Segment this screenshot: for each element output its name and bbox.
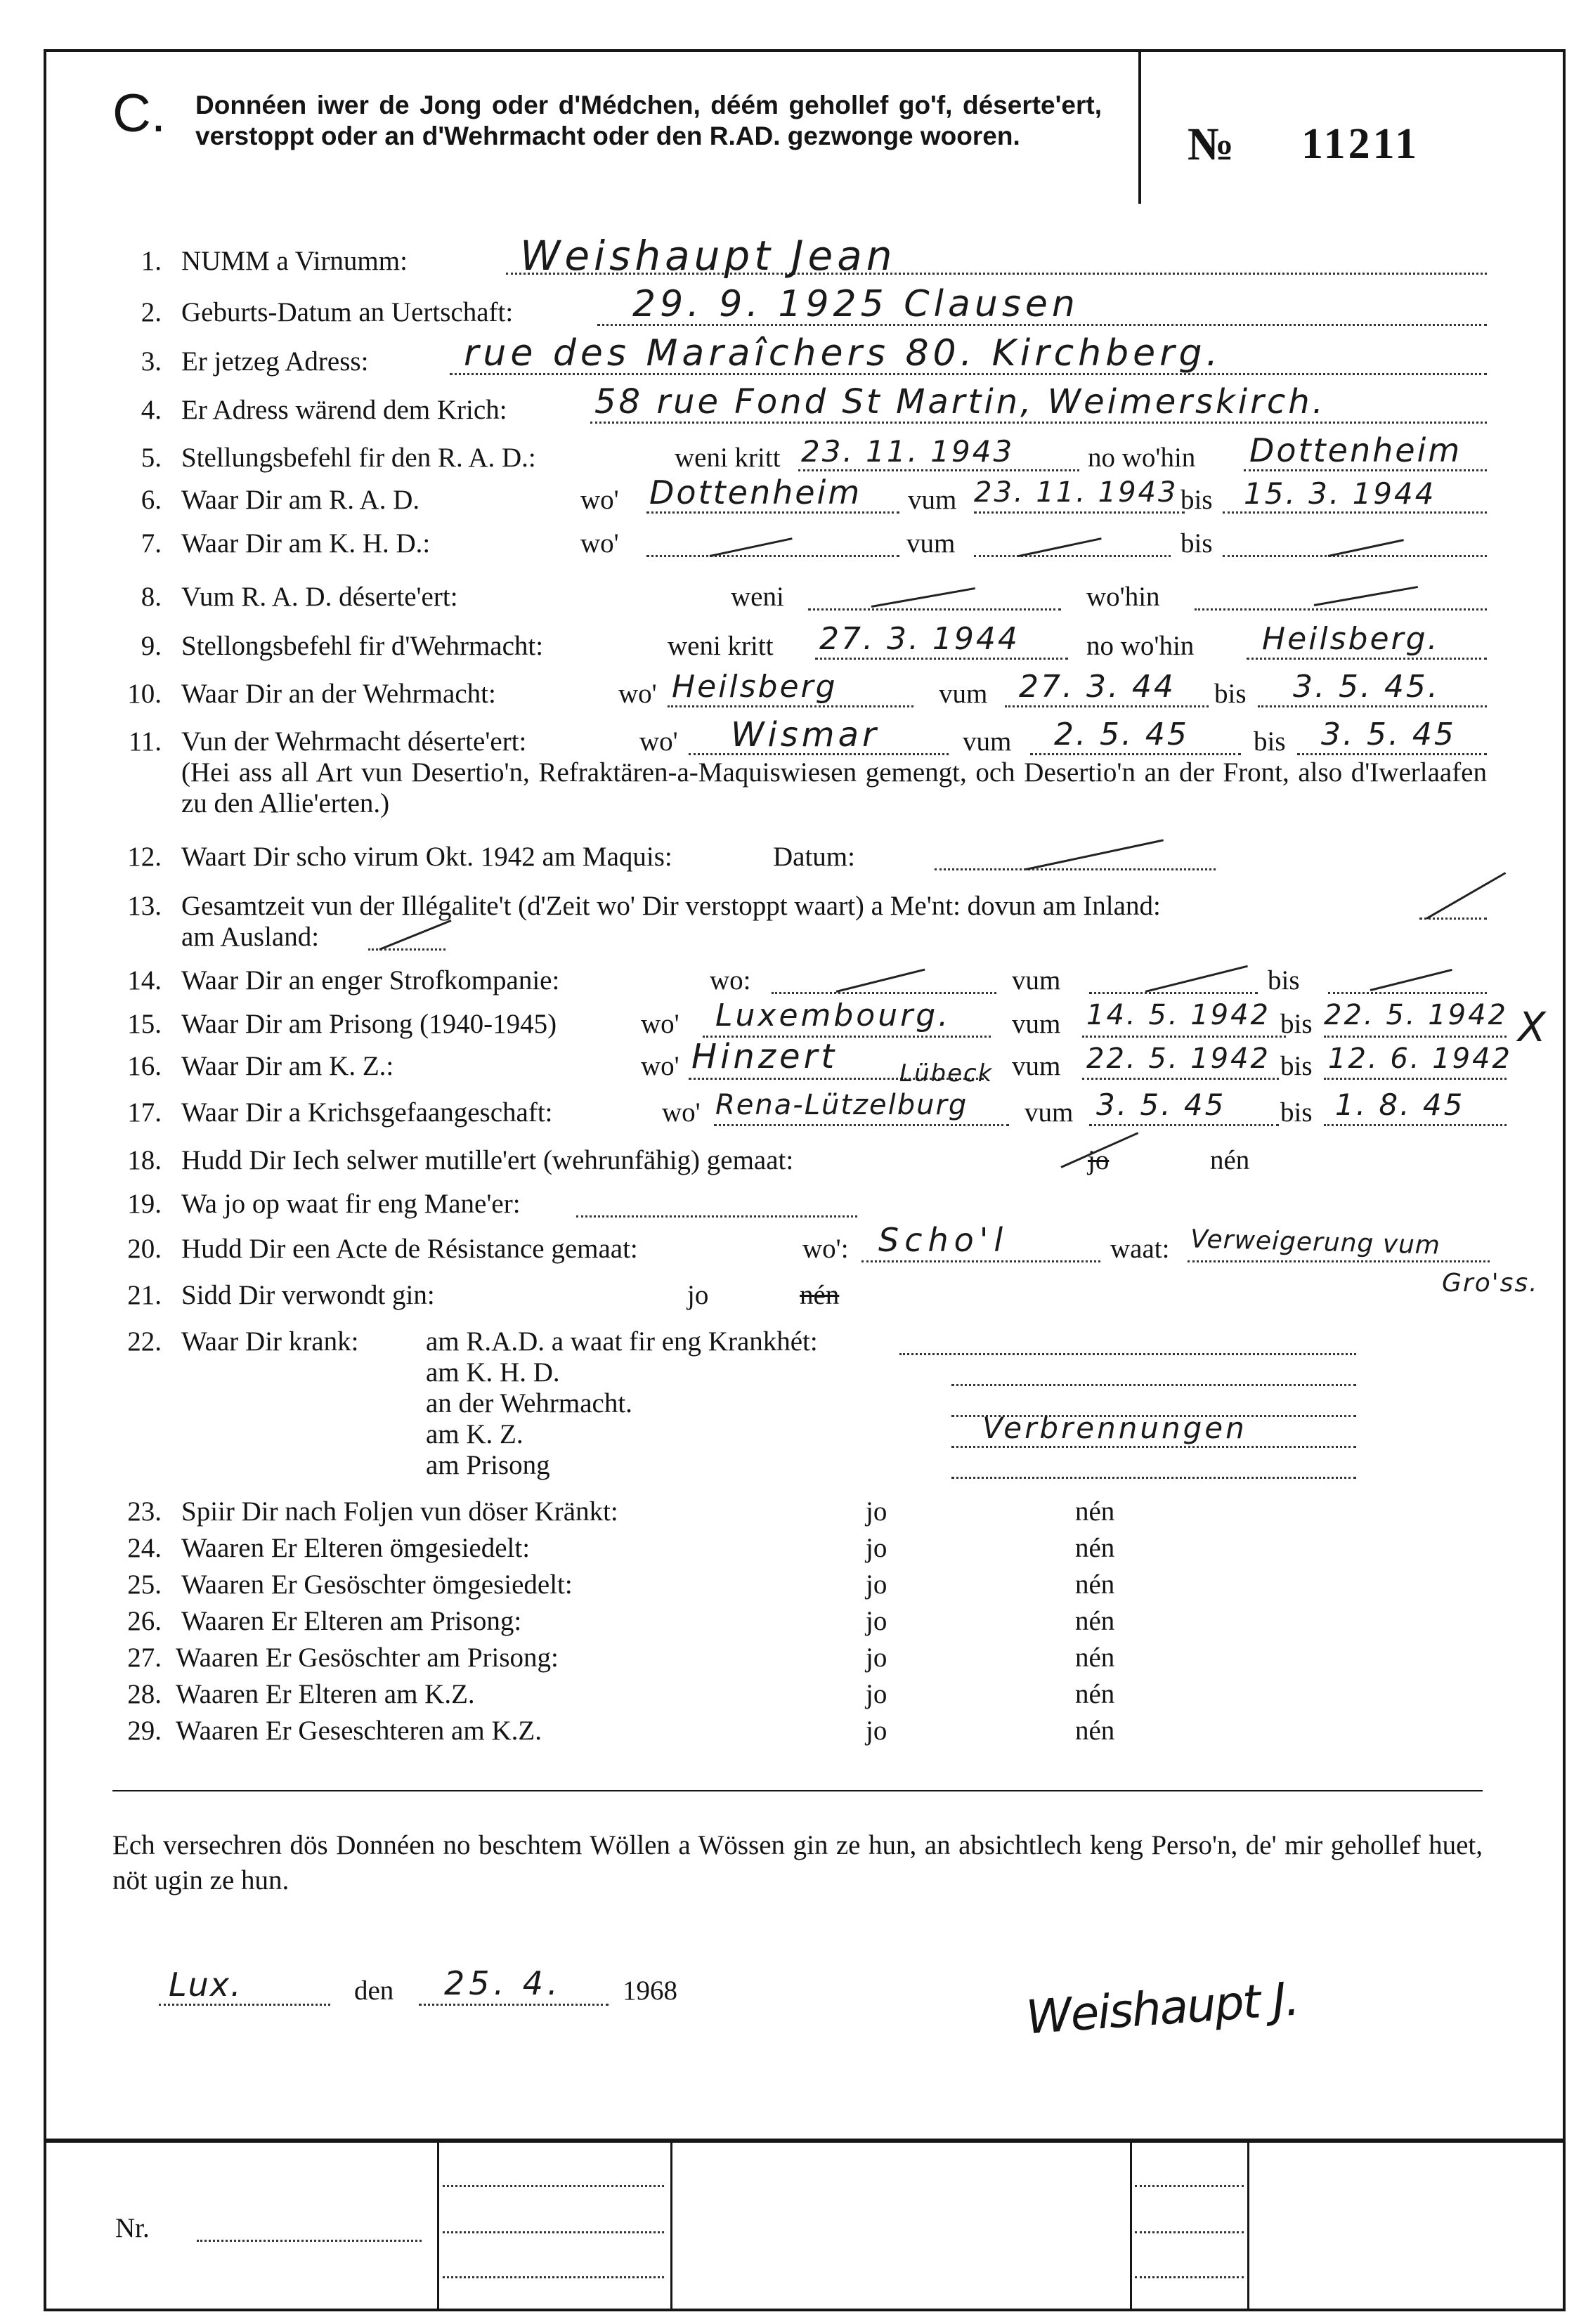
row-label: Waaren Er Gesöschter ömgesiedelt: [181, 1569, 573, 1600]
rad-to[interactable]: 15. 3. 1944 [1244, 476, 1436, 511]
row-label: no wo'hin [1088, 443, 1196, 473]
row-number: 13. [127, 891, 162, 921]
answer-yes[interactable]: jo [866, 1606, 887, 1636]
footer-line [443, 2231, 664, 2233]
row-label: Waar Dir an enger Strofkompanie: [181, 965, 560, 995]
field-line [1082, 1036, 1286, 1038]
field-line [1089, 1124, 1279, 1126]
pow-place-insert[interactable]: Lübeck [899, 1059, 994, 1088]
wehrmacht-to[interactable]: 3. 5. 45. [1293, 669, 1440, 705]
footer-line [1135, 2276, 1244, 2278]
row-label: Waaren Er Elteren am Prisong: [181, 1606, 522, 1636]
answer-yes[interactable]: jo [866, 1569, 887, 1600]
row-label: Gesamtzeit vun der Illégalite't (d'Zeit wo' Dir verstoppt waart) a Me'nt: dovun am Inland: [181, 891, 1161, 921]
row-label: Stellungsbefehl fir den R. A. D.: [181, 443, 536, 473]
field-line [1258, 705, 1487, 707]
row-label: bis [1254, 726, 1286, 757]
resistance-what[interactable]: Verweigerung vum [1190, 1225, 1441, 1260]
row-label: bis [1268, 965, 1300, 995]
field-line [951, 1384, 1356, 1386]
answer-yes[interactable]: jo [866, 1716, 887, 1746]
field-line [714, 1124, 1009, 1126]
footer-line [1135, 2185, 1244, 2187]
field-line [576, 1215, 857, 1218]
field-line [646, 511, 899, 514]
row-label: vum [1012, 965, 1061, 995]
row-label: wo' [580, 485, 619, 515]
answer-yes[interactable]: jo [866, 1679, 887, 1709]
row-number: 19. [127, 1189, 162, 1219]
row-label: Hudd Dir Iech selwer mutille'ert (wehrunfähig) gemaat: [181, 1145, 794, 1175]
row-label: vum [963, 726, 1012, 757]
row-label: bis [1280, 1097, 1313, 1128]
number-symbol: № [1188, 119, 1235, 170]
wehrmacht-order-date[interactable]: 27. 3. 1944 [819, 621, 1020, 657]
field-line [1328, 992, 1487, 994]
field-line [1030, 753, 1241, 755]
field-line [974, 555, 1171, 557]
row-label: Waaren Er Elteren ömgesiedelt: [181, 1533, 531, 1563]
form-title: Donnéen iwer de Jong oder d'Médchen, déém gehollef go'f, déserte'ert, verstoppt oder an d'Wehrmacht oder den R.AD. gezwonge wooren. [195, 91, 1102, 150]
answer-no[interactable]: nén [1075, 1606, 1115, 1636]
sick-sub-label: am K. Z. [426, 1419, 523, 1449]
pow-to[interactable]: 1. 8. 45 [1335, 1088, 1465, 1122]
rad-order-place[interactable]: Dottenheim [1249, 431, 1462, 469]
row-number: 6. [141, 485, 162, 515]
row-label: Wa jo op waat fir eng Mane'er: [181, 1189, 521, 1219]
row-label: Er Adress wärend dem Krich: [181, 395, 507, 425]
prison-to[interactable]: 22. 5. 1942 [1324, 999, 1509, 1031]
row-label: Er jetzeg Adress: [181, 346, 369, 377]
field-line [1244, 469, 1487, 471]
wehrmacht-order-place[interactable]: Heilsberg. [1262, 621, 1440, 657]
row-number: 2. [141, 297, 162, 327]
row-label: Waar Dir am K. H. D.: [181, 528, 431, 559]
row-label: weni kritt [668, 631, 774, 661]
row-label: bis [1280, 1051, 1313, 1081]
sick-sub-label: am Prisong [426, 1450, 550, 1480]
footer-line [1135, 2231, 1244, 2233]
row-label: vum [939, 679, 988, 709]
row-number: 22. [127, 1326, 162, 1357]
footer-top-rule [46, 2139, 1563, 2143]
prison-from[interactable]: 14. 5. 1942 [1086, 999, 1271, 1031]
desertion-place[interactable]: Wismar [731, 715, 880, 755]
wehrmacht-from[interactable]: 27. 3. 44 [1019, 669, 1176, 705]
row-label: vum [906, 528, 956, 559]
row-label: Vun der Wehrmacht déserte'ert: [181, 726, 527, 757]
row-number: 27. [127, 1643, 162, 1673]
form-number: 11211 [1301, 120, 1420, 168]
row-label: Hudd Dir een Acte de Résistance gemaat: [181, 1234, 638, 1264]
answer-yes[interactable]: jo [866, 1533, 887, 1563]
row-number: 18. [127, 1145, 162, 1175]
section-letter: C. [112, 84, 166, 143]
signing-place[interactable]: Lux. [169, 1966, 242, 2004]
declaration-text: Ech versechren dös Donnéen no beschtem Wöllen a Wössen gin ze hun, an absichtlech keng Perso'n, de' mir gehollef huet, nöt ugin ze hun. [112, 1830, 1483, 1895]
declaration-separator [112, 1790, 1483, 1791]
footer-col-line [1247, 2143, 1249, 2311]
row-number: 28. [127, 1679, 162, 1709]
row-label: Stellongsbefehl fir d'Wehrmacht: [181, 631, 544, 661]
row-label: Waar Dir krank: [181, 1326, 359, 1357]
signing-year: 1968 [623, 1976, 677, 2006]
row-label: NUMM a Virnumm: [181, 246, 408, 276]
header-divider [1138, 52, 1141, 204]
row-label: vum [1012, 1051, 1061, 1081]
row-label: Sidd Dir verwondt gin: [181, 1280, 435, 1310]
row-label: wo': [802, 1234, 849, 1264]
desertion-to[interactable]: 3. 5. 45 [1321, 717, 1456, 752]
row-number: 1. [141, 246, 162, 276]
row-label: Waaren Er Elteren am K.Z. [176, 1679, 475, 1709]
place-line [159, 2004, 330, 2006]
row-number: 21. [127, 1280, 162, 1310]
answer-no[interactable]: nén [1075, 1496, 1115, 1527]
answer-no[interactable]: nén [1075, 1716, 1115, 1746]
row-number: 15. [127, 1009, 162, 1039]
row-label: Waar Dir an der Wehrmacht: [181, 679, 496, 709]
den-label: den [354, 1976, 394, 2006]
row-label: wo' [641, 1051, 679, 1081]
row-label: no wo'hin [1086, 631, 1195, 661]
row-label: Waart Dir scho virum Okt. 1942 am Maquis: [181, 842, 672, 872]
footer-line [443, 2185, 664, 2187]
field-line [1247, 658, 1487, 660]
row-number: 16. [127, 1051, 162, 1081]
field-line [590, 422, 1487, 424]
field-line [1089, 992, 1258, 994]
row-label: bis [1214, 679, 1247, 709]
row-number: 12. [127, 842, 162, 872]
resistance-what-cont[interactable]: Gro'ss. [1442, 1269, 1539, 1298]
sick-sub-label: am K. H. D. [426, 1357, 560, 1388]
row-number: 24. [127, 1533, 162, 1563]
row-number: 26. [127, 1606, 162, 1636]
rad-place[interactable]: Dottenheim [649, 474, 862, 511]
row-number: 20. [127, 1234, 162, 1264]
row-label: Datum: [773, 842, 855, 872]
field-line [1223, 555, 1487, 557]
row-number: 29. [127, 1716, 162, 1746]
footer-col-line [1130, 2143, 1132, 2311]
footer-col-line [437, 2143, 439, 2311]
row-label: vum [1012, 1009, 1061, 1039]
row-label: vum [1025, 1097, 1074, 1128]
row-label: vum [908, 485, 957, 515]
check-mark: X [1518, 1003, 1546, 1051]
pow-from[interactable]: 3. 5. 45 [1096, 1088, 1226, 1122]
resistance-place[interactable]: Scho'l [878, 1221, 1009, 1259]
field-line [646, 555, 899, 557]
field-line [808, 608, 1061, 611]
row-number: 17. [127, 1097, 162, 1128]
field-line [1188, 1260, 1490, 1262]
row-number: 3. [141, 346, 162, 377]
field-line [899, 1353, 1356, 1355]
row-label: Vum R. A. D. déserte'ert: [181, 582, 458, 612]
rad-from[interactable]: 23. 11. 1943 [974, 476, 1178, 509]
nr-field-line[interactable] [197, 2240, 422, 2242]
kz-from[interactable]: 22. 5. 1942 [1086, 1043, 1271, 1075]
row-label: Waar Dir am K. Z.: [181, 1051, 394, 1081]
row-label: wo' [580, 528, 619, 559]
row-label: am Ausland: [181, 922, 320, 952]
row-label: wo: [710, 965, 751, 995]
sick-kz-value[interactable]: Verbrennungen [982, 1411, 1247, 1445]
birth-value[interactable]: 29. 9. 1925 Clausen [632, 283, 1079, 325]
field-line [1297, 753, 1487, 755]
row-number: 11. [128, 726, 162, 757]
row-label: Waaren Er Geseschteren am K.Z. [176, 1716, 542, 1746]
field-line [951, 1477, 1356, 1479]
rad-order-date[interactable]: 23. 11. 1943 [801, 434, 1015, 469]
prison-place[interactable]: Luxembourg. [715, 998, 951, 1033]
row-number: 4. [141, 395, 162, 425]
field-line [1324, 1036, 1507, 1038]
row-label: Waaren Er Gesöschter am Prisong: [176, 1643, 559, 1673]
name-value[interactable]: Weishaupt Jean [520, 232, 897, 280]
pow-place[interactable]: Rena-Lützelburg [715, 1089, 968, 1121]
row-number: 23. [127, 1496, 162, 1527]
row-number: 7. [141, 528, 162, 559]
row-label: Waar Dir a Krichsgefaangeschaft: [181, 1097, 553, 1128]
answer-yes[interactable]: jo [866, 1643, 887, 1673]
field-line [1195, 608, 1487, 611]
row-label: weni kritt [675, 443, 781, 473]
row-label: weni [731, 582, 784, 612]
answer-yes[interactable]: jo [1088, 1145, 1110, 1175]
field-line [1223, 511, 1487, 514]
field-line [974, 511, 1185, 514]
row-label: wo'hin [1086, 582, 1160, 612]
desertion-note: (Hei ass all Art vun Desertio'n, Refraktären-a-Maquiswiesen gemengt, och Desertio'n an der Front, also d'Iwerlaafen zu den Allie'erten.) [181, 757, 1487, 818]
answer-no[interactable]: nén [1075, 1643, 1115, 1673]
field-line [772, 992, 996, 994]
row-label: Waar Dir am Prisong (1940-1945) [181, 1009, 557, 1039]
answer-no[interactable]: nén [1075, 1569, 1115, 1600]
row-number: 14. [127, 965, 162, 995]
sick-sub-label: an der Wehrmacht. [426, 1388, 632, 1418]
sick-sub-label: am R.A.D. a waat fir eng Krankhét: [426, 1326, 818, 1357]
field-line [861, 1260, 1100, 1262]
signing-date[interactable]: 25. 4. [444, 1964, 562, 2002]
field-line [1324, 1078, 1507, 1080]
kz-place[interactable]: Hinzert [691, 1037, 838, 1076]
row-label: wo' [639, 726, 678, 757]
field-line [1324, 1124, 1507, 1126]
kz-to[interactable]: 12. 6. 1942 [1328, 1043, 1513, 1075]
field-line [798, 469, 1079, 471]
row-label: waat: [1110, 1234, 1170, 1264]
answer-yes[interactable]: jo [687, 1280, 709, 1310]
field-line [1082, 1078, 1279, 1080]
field-line [951, 1446, 1356, 1448]
answer-no[interactable]: nén [1075, 1533, 1115, 1563]
answer-yes[interactable]: jo [866, 1496, 887, 1527]
nr-label: Nr. [115, 2213, 150, 2243]
field-line [815, 658, 1068, 660]
desertion-from[interactable]: 2. 5. 45 [1054, 717, 1189, 752]
row-number: 25. [127, 1569, 162, 1600]
row-label: Waar Dir am R. A. D. [181, 485, 420, 515]
footer-line [443, 2276, 664, 2278]
row-label: bis [1280, 1009, 1313, 1039]
row-number: 9. [141, 631, 162, 661]
answer-no[interactable]: nén [1075, 1679, 1115, 1709]
row-number: 10. [127, 679, 162, 709]
date-line [419, 2004, 609, 2006]
row-number: 5. [141, 443, 162, 473]
row-label: Geburts-Datum an Uertschaft: [181, 297, 514, 327]
row-label: wo' [662, 1097, 701, 1128]
field-line [1005, 705, 1209, 707]
address-value[interactable]: rue des Maraîchers 80. Kirchberg. [464, 332, 1223, 374]
war-address-value[interactable]: 58 rue Fond St Martin, Weimerskirch. [594, 382, 1326, 422]
footer-col-line [670, 2143, 672, 2311]
row-label: wo' [641, 1009, 679, 1039]
wehrmacht-place[interactable]: Heilsberg [672, 669, 838, 705]
row-label: bis [1180, 485, 1213, 515]
field-line [935, 868, 1216, 870]
row-number: 8. [141, 582, 162, 612]
answer-no[interactable]: nén [1210, 1145, 1250, 1175]
field-line [668, 705, 913, 707]
row-label: bis [1180, 528, 1213, 559]
answer-no[interactable]: nén [800, 1280, 840, 1310]
row-label: Spiir Dir nach Foljen vun döser Kränkt: [181, 1496, 618, 1527]
row-label: wo' [618, 679, 657, 709]
signature: Weishaupt J. [1024, 1971, 1301, 2045]
